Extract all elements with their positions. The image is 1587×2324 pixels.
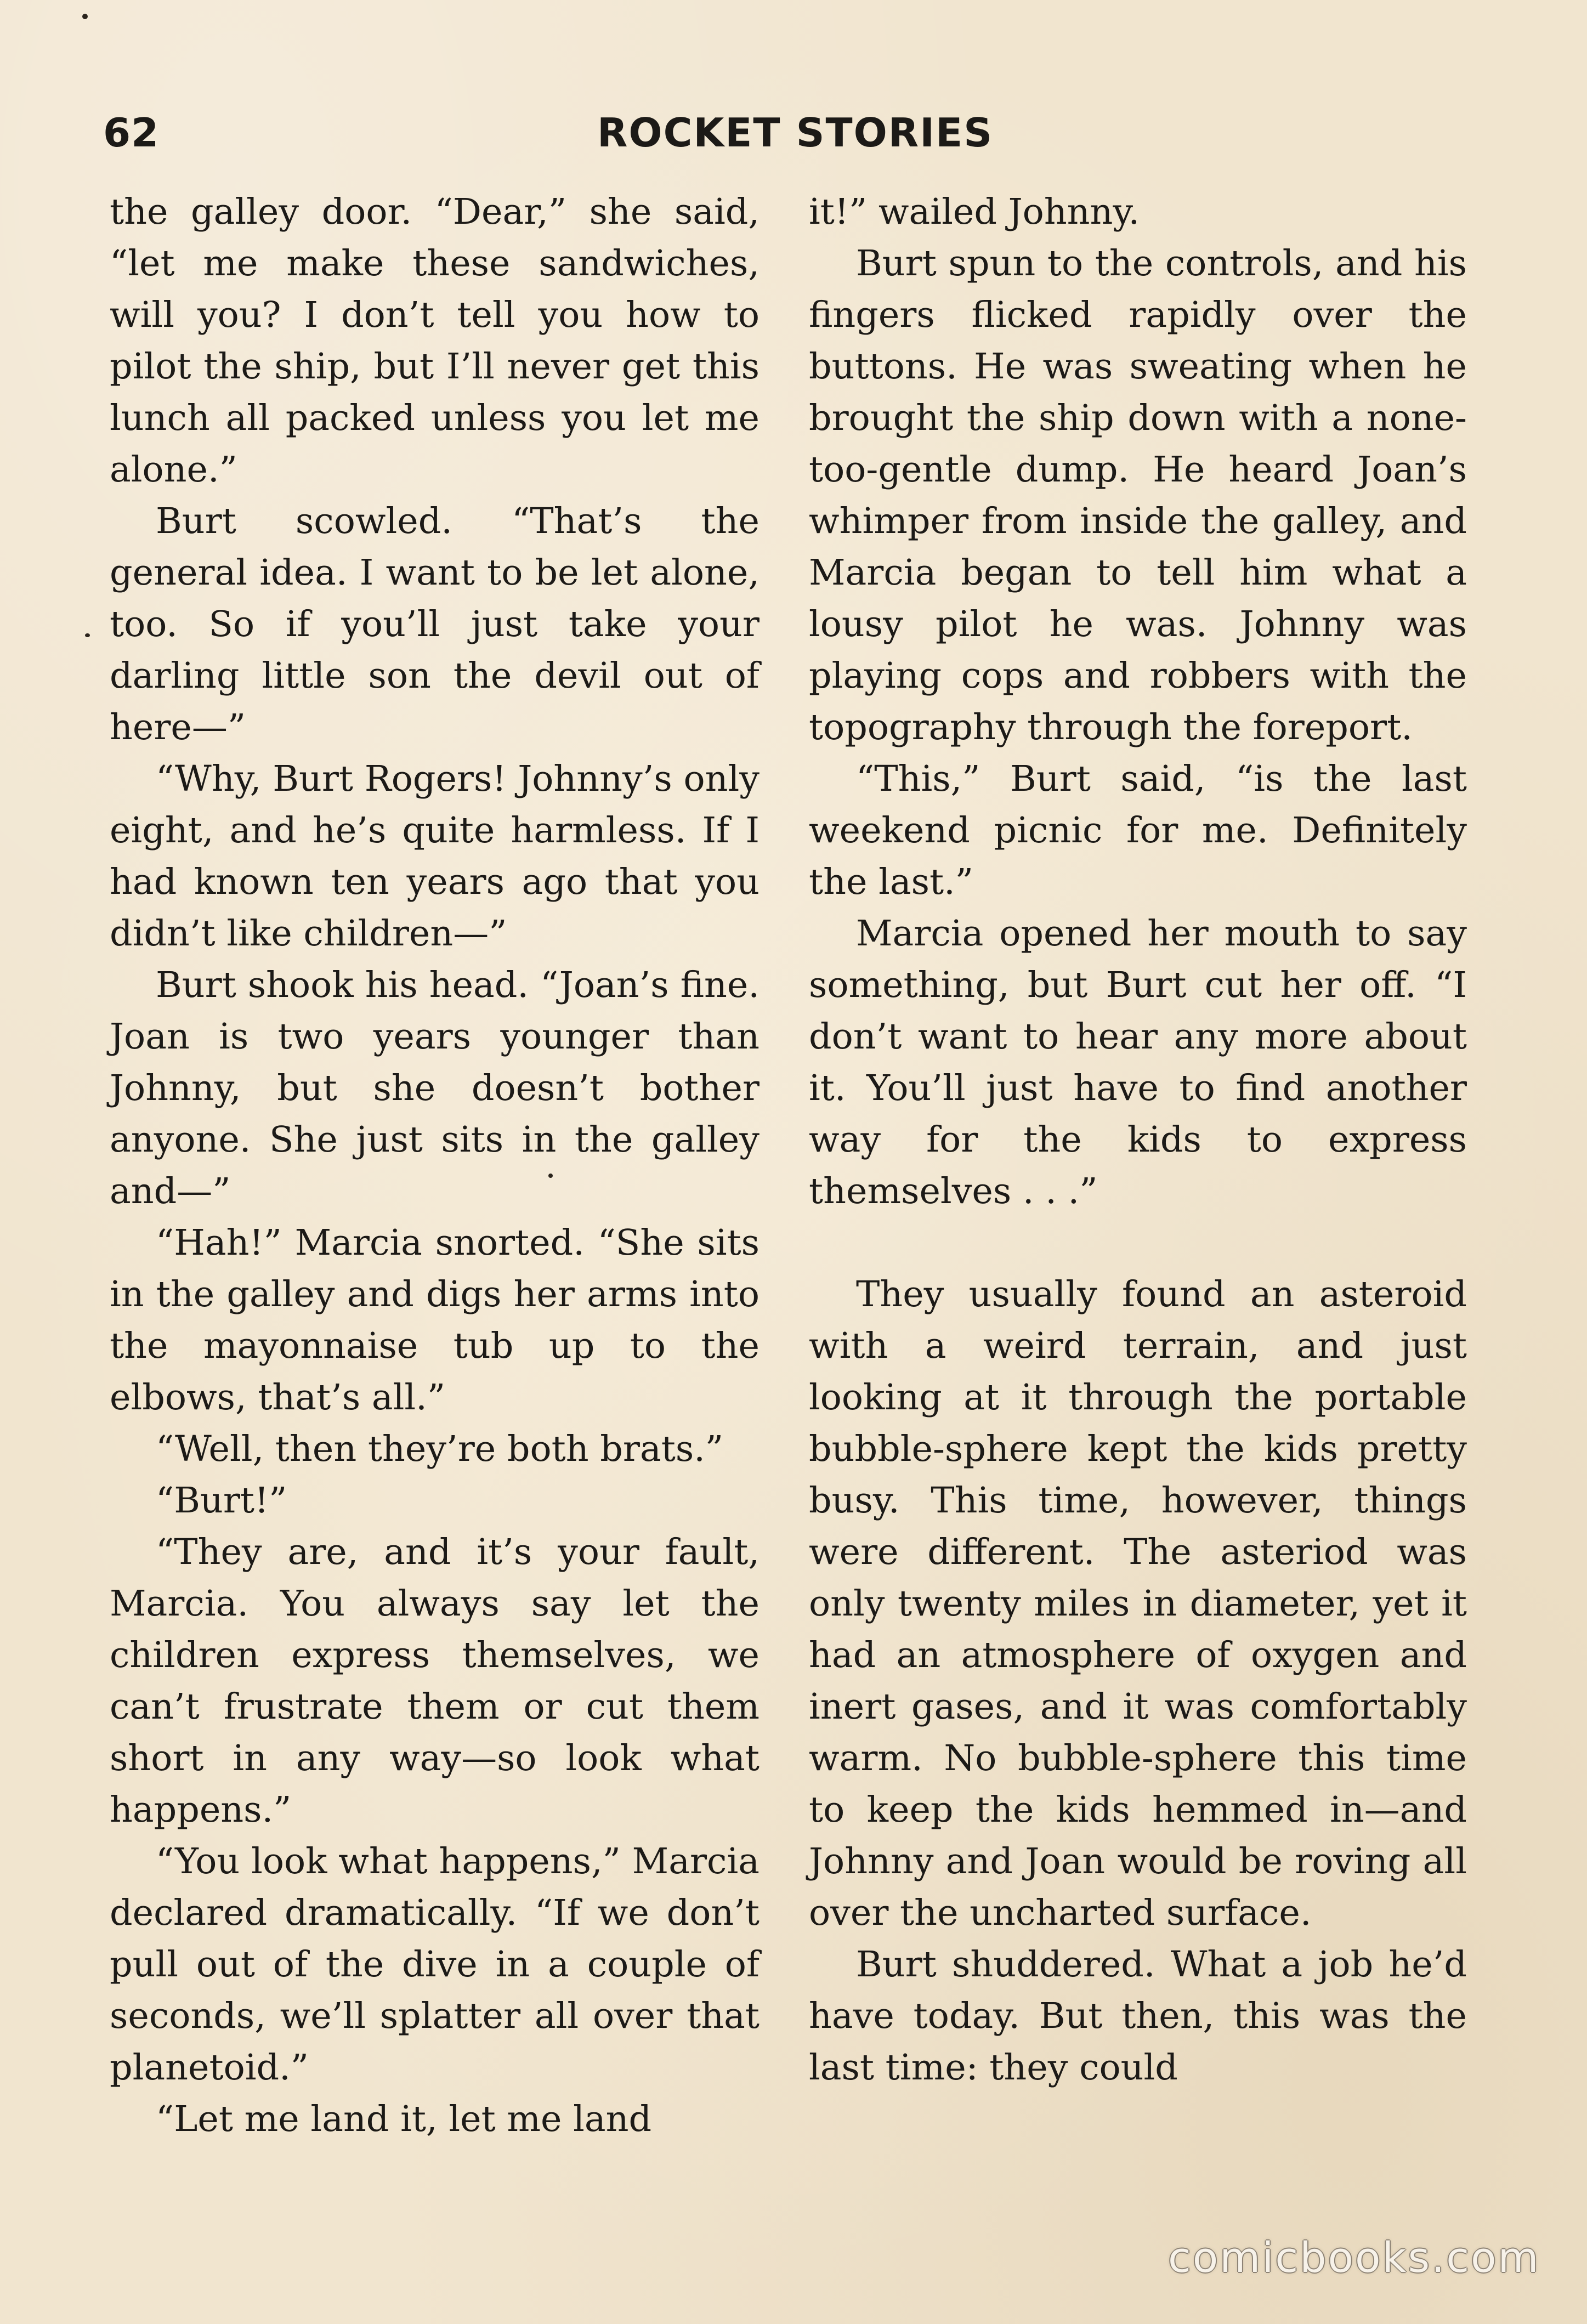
ink-speck xyxy=(82,14,88,19)
ink-speck xyxy=(548,1174,553,1178)
paragraph: it!” wailed Johnny. xyxy=(809,191,1140,233)
paragraph: “Burt!” xyxy=(156,1480,287,1521)
paragraph: Burt spun to the controls, and his fingers flicked rapidly over the buttons. He was sweating when he brought the ship down with a none-too-gentle dump. He heard Joan’s whimper from inside the galley, and Marcia began to tell him what a lousy pilot he was. Johnny was playing cops and robbers with the topography through the foreport. xyxy=(809,243,1467,748)
paragraph: “This,” Burt said, “is the last weekend picnic for me. Definitely the last.” xyxy=(809,758,1467,903)
right-column xyxy=(809,186,1467,2094)
paragraph: “Let me land it, let me land xyxy=(156,2099,652,2140)
ink-speck xyxy=(85,633,90,637)
paragraph: Burt scowled. “That’s the general idea. I want to be let alone, too. So if you’ll just take your darling little son the devil out of here—” xyxy=(110,501,760,748)
paragraph: “Why, Burt Rogers! Johnny’s only eight, and he’s quite harmless. If I had known ten years ago that you didn’t like children—” xyxy=(110,758,760,954)
paragraph: They usually found an asteroid with a weird terrain, and just looking at it through the portable bubble-sphere kept the kids pretty busy. This time, however, things were different. The asteriod was only twenty miles in diameter, yet it had an atmosphere of oxygen and inert gases, and it was comfortably warm. No bubble-sphere this time to keep the kids hemmed in—and Johnny and Joan would be roving all over the uncharted surface. xyxy=(809,1274,1467,1934)
paragraph: “They are, and it’s your fault, Marcia. You always say let the children express themselves, we can’t frustrate them or cut them short in any way—so look what happens.” xyxy=(110,1532,760,1830)
paragraph: “Well, then they’re both brats.” xyxy=(156,1429,724,1470)
left-column xyxy=(110,186,760,2145)
paragraph: Burt shook his head. “Joan’s fine. Joan is two years younger than Johnny, but she doesn’t bother anyone. She just sits in the galley and—” xyxy=(110,965,760,1212)
paragraph: the galley door. “Dear,” she said, “let me make these sandwiches, will you? I don’t tell you how to pilot the ship, but I’ll never get this lunch all packed unless you let me alone.” xyxy=(110,191,760,490)
paragraph: Marcia opened her mouth to say something, but Burt cut her off. “I don’t want to hear any more about it. You’ll just have to find another way for the kids to express themselves . . .” xyxy=(809,913,1467,1212)
paragraph: Burt shuddered. What a job he’d have today. But then, this was the last time: they could xyxy=(809,1944,1467,2088)
page-header xyxy=(0,0,1587,181)
paragraph: “Hah!” Marcia snorted. “She sits in the galley and digs her arms into the mayonnaise tub up to the elbows, that’s all.” xyxy=(110,1222,760,1418)
running-title: ROCKET STORIES xyxy=(597,110,994,156)
page-number: 62 xyxy=(103,110,160,156)
paragraph: “You look what happens,” Marcia declared dramatically. “If we don’t pull out of the dive in a couple of seconds, we’ll splatter all over that planetoid.” xyxy=(110,1841,760,2088)
site-watermark: comicbooks.com xyxy=(1168,2233,1540,2282)
